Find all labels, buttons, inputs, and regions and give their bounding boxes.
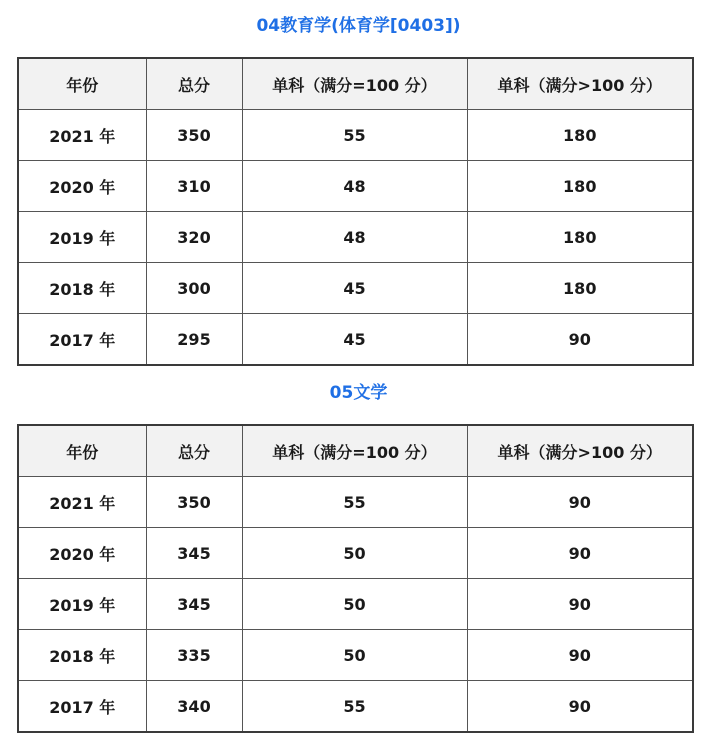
cell-single-100: 55 [242,110,467,161]
table-row [18,212,693,263]
header-total: 总分 [146,425,242,477]
cell-single-over-100: 180 [467,110,693,161]
cell-single-over-100: 180 [467,263,693,314]
cell-year: 2020 年 [18,161,146,212]
cell-single-100: 50 [242,630,467,681]
cell-single-over-100: 90 [467,528,693,579]
cell-single-100: 48 [242,161,467,212]
table-row [18,630,693,681]
cell-total: 340 [146,681,242,733]
table-row [18,263,693,314]
cell-total: 350 [146,110,242,161]
score-table-literature [17,424,694,733]
cell-year: 2019 年 [18,579,146,630]
section-title-education: 04教育学(体育学[0403]) [256,16,461,36]
cell-single-100: 45 [242,263,467,314]
cell-total: 335 [146,630,242,681]
cell-single-100: 45 [242,314,467,366]
table-row [18,110,693,161]
cell-single-100: 50 [242,579,467,630]
cell-year: 2021 年 [18,110,146,161]
cell-single-over-100: 180 [467,161,693,212]
cell-single-over-100: 90 [467,630,693,681]
cell-total: 320 [146,212,242,263]
header-single-100: 单科（满分=100 分） [242,425,467,477]
table-row [18,314,693,366]
table-header-row [18,58,693,110]
cell-year: 2019 年 [18,212,146,263]
header-single-over-100: 单科（满分>100 分） [467,425,693,477]
cell-single-over-100: 90 [467,681,693,733]
cell-year: 2018 年 [18,630,146,681]
cell-year: 2021 年 [18,477,146,528]
table-row [18,477,693,528]
score-table-education [17,57,694,366]
cell-year: 2017 年 [18,314,146,366]
header-year: 年份 [18,58,146,110]
cell-total: 300 [146,263,242,314]
cell-single-over-100: 180 [467,212,693,263]
cell-single-over-100: 90 [467,314,693,366]
cell-year: 2017 年 [18,681,146,733]
section-title-literature: 05文学 [329,383,388,403]
table-row [18,528,693,579]
cell-total: 345 [146,528,242,579]
header-single-over-100: 单科（满分>100 分） [467,58,693,110]
cell-single-100: 48 [242,212,467,263]
cell-total: 295 [146,314,242,366]
header-total: 总分 [146,58,242,110]
table-header-row [18,425,693,477]
table-row [18,161,693,212]
cell-year: 2020 年 [18,528,146,579]
cell-single-100: 55 [242,681,467,733]
cell-single-over-100: 90 [467,477,693,528]
cell-total: 310 [146,161,242,212]
header-year: 年份 [18,425,146,477]
cell-single-100: 55 [242,477,467,528]
header-single-100: 单科（满分=100 分） [242,58,467,110]
table-row [18,681,693,733]
cell-total: 345 [146,579,242,630]
cell-single-over-100: 90 [467,579,693,630]
cell-year: 2018 年 [18,263,146,314]
cell-total: 350 [146,477,242,528]
table-row [18,579,693,630]
cell-single-100: 50 [242,528,467,579]
